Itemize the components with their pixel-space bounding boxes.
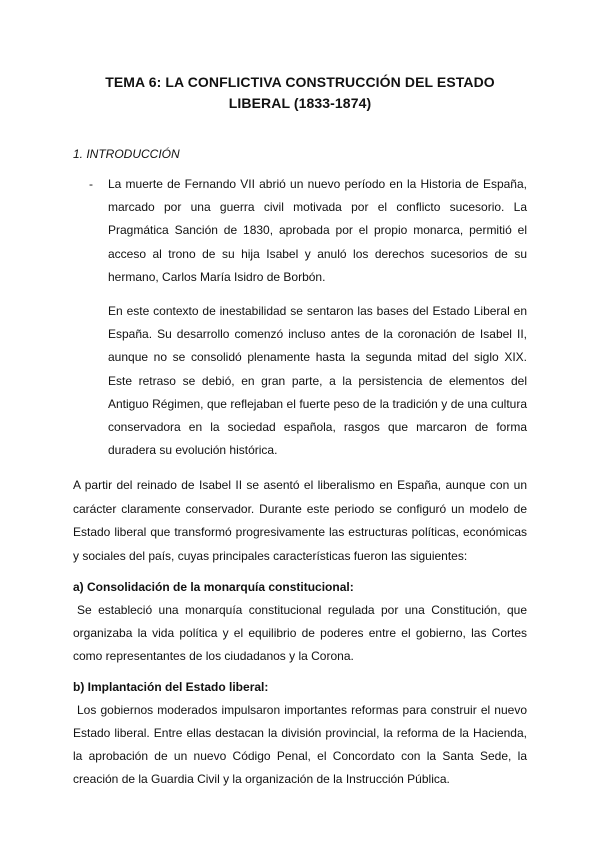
subsection-a-text: Se estableció una monarquía constitucional regulada por una Constitución, que organizaba la vida política y el equilibrio de poderes entre el gobierno, las Cortes como representantes de los ciudadanos y la Corona. <box>73 603 527 664</box>
subsection-a <box>73 578 527 669</box>
bullet-paragraph-2: En este contexto de inestabilidad se sentaron las bases del Estado Liberal en España. Su desarrollo comenzó incluso antes de la coronación de Isabel II, aunque no se consolidó plenamente hasta la segunda mitad del siglo XIX. Este retraso se debió, en gran parte, a la persistencia de elementos del Antiguo Régimen, que reflejaban el fuerte peso de la tradición y de una cultura conservadora en la sociedad española, rasgos que marcaron de forma duradera su evolución histórica. <box>108 304 527 458</box>
subsection-b-heading: b) Implantación del Estado liberal: <box>73 679 269 694</box>
bullet-list-item <box>73 173 527 462</box>
subsection-b <box>73 678 527 792</box>
bullet-marker: - <box>89 177 93 191</box>
document-title <box>73 72 527 114</box>
title-line-1: TEMA 6: LA CONFLICTIVA CONSTRUCCIÓN DEL ESTADO <box>105 74 495 90</box>
title-line-2: LIBERAL (1833-1874) <box>228 95 372 111</box>
bullet-paragraph-1: La muerte de Fernando VII abrió un nuevo período en la Historia de España, marcado por una guerra civil motivada por el conflicto sucesorio. La Pragmática Sanción de 1830, aprobada por el propio monarca, permitió el acceso al trono de su hija Isabel y anuló los derechos sucesorios de su hermano, Carlos María Isidro de Borbón. <box>108 177 527 284</box>
intro-paragraph: A partir del reinado de Isabel II se asentó el liberalismo en España, aunque con un carácter claramente conservador. Durante este periodo se configuró un modelo de Estado liberal que transformó progresivamente las estructuras políticas, económicas y sociales del país, cuyas principales características fueron las siguientes: <box>73 478 527 563</box>
subsection-b-text: Los gobiernos moderados impulsaron importantes reformas para construir el nuevo Estado liberal. Entre ellas destacan la división provincial, la reforma de la Hacienda, la aprobación de un nuevo Código Penal, el Concordato con la Santa Sede, la creación de la Guardia Civil y la organización de la Instrucción Pública. <box>73 702 527 787</box>
subsection-a-heading: a) Consolidación de la monarquía constitucional: <box>73 580 354 595</box>
section-heading-introduccion: 1. INTRODUCCIÓN <box>73 147 180 161</box>
